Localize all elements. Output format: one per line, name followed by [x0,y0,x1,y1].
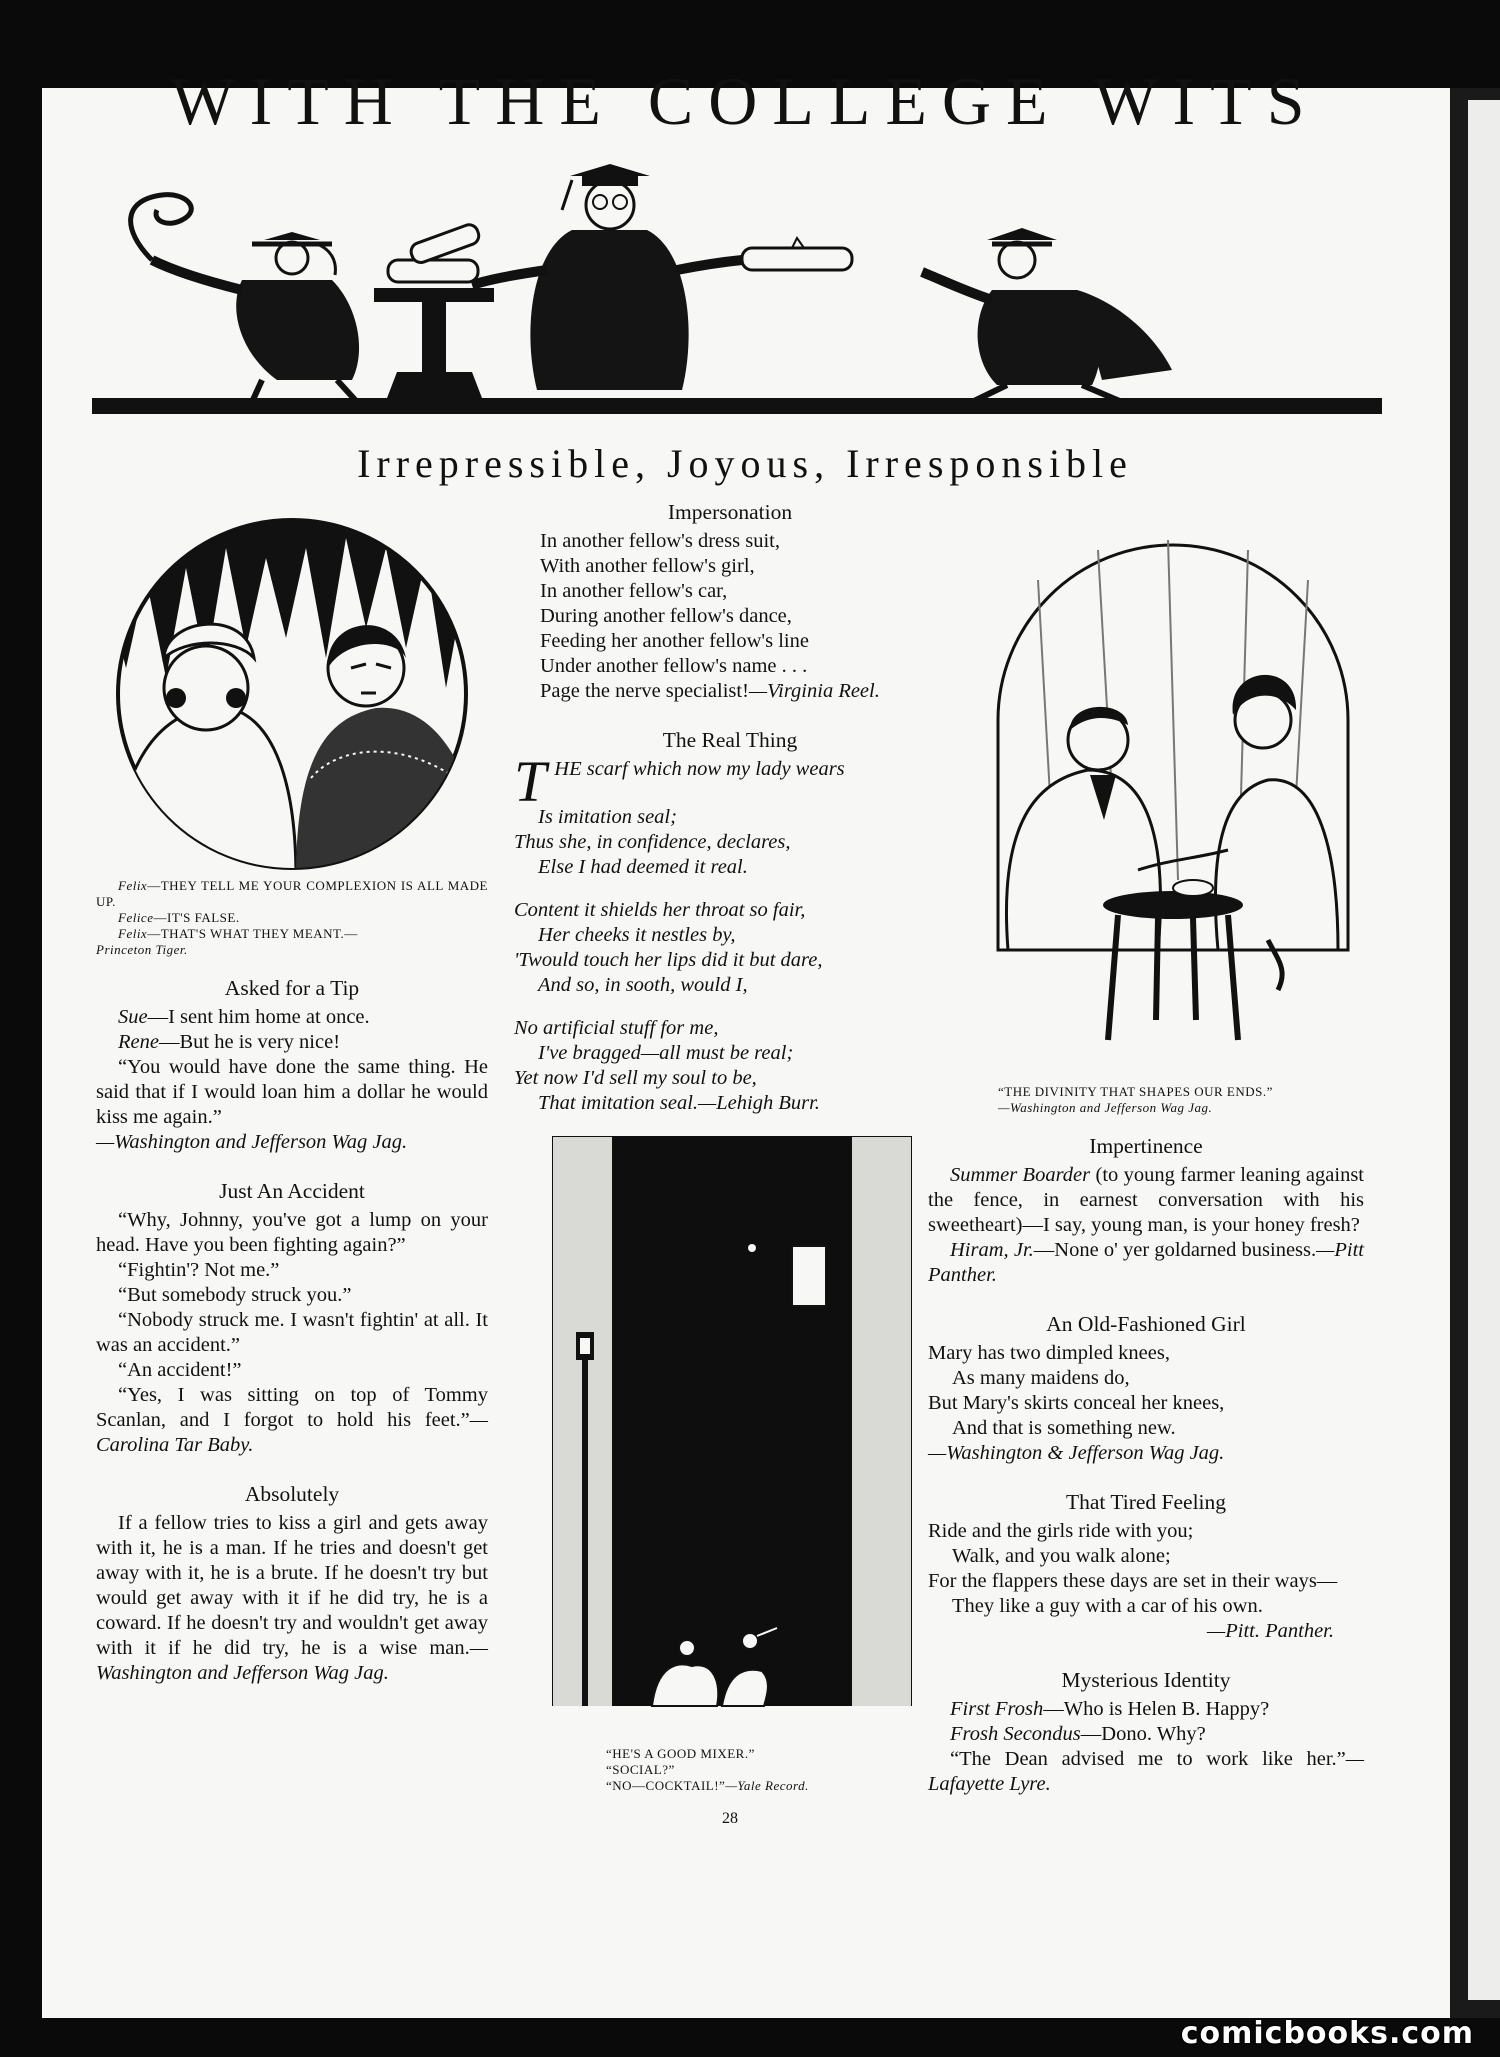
poem-line: Mary has two dimpled knees, [928,1342,1170,1364]
poem-line: Is imitation seal; [538,806,677,828]
source-credit: —Lafayette Lyre. [928,1748,1364,1795]
poem-line: Ride and the girls ride with you; [928,1520,1194,1542]
dialogue-line: “Nobody struck me. I wasn't fightin' at all. It was an accident.” [96,1309,488,1356]
speaker-felix: Felix [118,878,148,893]
speaker-frosh-secondus: Frosh Secondus [950,1723,1081,1745]
heading-asked-for-a-tip: Asked for a Tip [224,976,360,1000]
source-credit: —Pitt. Panther. [1207,1620,1334,1642]
cartoon1-caption [96,878,488,958]
cartoon-manicure-couple [978,520,1364,1080]
caption-line: —THAT'S WHAT THEY MEANT.— [147,926,358,941]
poem-line: Feeding her another fellow's line [540,630,809,652]
dialogue-line: “The Dean advised me to work like her.” [950,1748,1346,1770]
heading-that-tired-feeling: That Tired Feeling [1065,1490,1227,1514]
source-credit: —Washington and Jefferson Wag Jag. [96,1131,408,1153]
caption-line: “HE'S A GOOD MIXER.” [606,1746,755,1761]
dialogue-line: “An accident!” [118,1359,242,1381]
dialogue-line: (to young farmer leaning against the fence, in earnest conversation with his sweetheart)—I say, young man, is your honey fresh? [928,1164,1364,1236]
graduation-banner-illustration [92,140,1382,430]
page-number: 28 [722,1810,738,1827]
cartoon-doorway-dancers [552,1136,950,1736]
heading-just-an-accident: Just An Accident [219,1179,365,1203]
poem-line: And that is something new. [952,1417,1176,1439]
dialogue-line: —I sent him home at once. [147,1006,370,1028]
poem-line: Else I had deemed it real. [538,856,748,878]
poem-line: No artificial stuff for me, [514,1017,719,1039]
speaker-rene: Rene [118,1031,159,1053]
source-credit: —Washington & Jefferson Wag Jag. [928,1442,1225,1464]
next-page-strip [1468,100,1500,2000]
poem-line: 'Twould touch her lips did it but dare, [514,949,823,971]
dialogue-line: —Dono. Why? [1080,1723,1206,1745]
heading-impertinence: Impertinence [1089,1134,1203,1158]
poem-line: Page the nerve specialist! [540,680,749,702]
dialogue-line: —Who is Helen B. Happy? [1043,1698,1270,1720]
column-right [928,520,1364,1797]
column-left [96,518,488,1686]
poem-line: But Mary's skirts conceal her knees, [928,1392,1225,1414]
caption-line: “NO—COCKTAIL!” [606,1778,726,1793]
heading-impersonation: Impersonation [667,500,793,524]
poem-line: That imitation seal. [538,1092,699,1114]
source-credit: —Carolina Tar Baby. [96,1409,488,1456]
heading-old-fashioned-girl: An Old-Fashioned Girl [1046,1312,1246,1336]
source-credit: —Lehigh Burr. [698,1092,820,1114]
poem-line: Under another fellow's name . . . [540,655,808,677]
speaker-summer-boarder: Summer Boarder [950,1164,1091,1186]
caption-source: —Washington and Jefferson Wag Jag. [998,1100,1213,1115]
heading-absolutely: Absolutely [244,1482,340,1506]
speaker-felix: Felix [118,926,148,941]
dean-figure [472,164,852,390]
source-credit: —Washington and Jefferson Wag Jag. [96,1637,488,1684]
article-body: If a fellow tries to kiss a girl and gets away with it, he is a man. If he tries and doesn't get away with it, he is a brute. If he doesn't try but would get away with it if he did try, he is a coward. If he doesn't try and wouldn't get away with it if he did try, he is a wise man. [96,1512,488,1659]
caption-line: “SOCIAL?” [606,1762,675,1777]
student-right-figure [922,228,1172,402]
dialogue-line: —But he is very nice! [158,1031,341,1053]
diploma-table [374,222,494,398]
speaker-felice: Felice [118,910,154,925]
poem-line: I've bragged—all must be real; [538,1042,794,1064]
speaker-sue: Sue [118,1006,148,1028]
caption-source: Princeton Tiger. [96,942,188,957]
cartoon2-caption [928,1084,1364,1116]
caption-line: —THEY TELL ME YOUR COMPLEXION IS ALL MADE UP. [96,878,488,909]
source-credit: —Pitt Panther. [928,1239,1364,1286]
poem-line: Walk, and you walk alone; [952,1545,1171,1567]
caption-line: “THE DIVINITY THAT SHAPES OUR ENDS.” [998,1084,1273,1099]
page-subtitle: Irrepressible, Joyous, Irresponsible [357,441,1133,486]
cartoon3-caption [510,1746,950,1794]
caption-source: —Yale Record. [725,1778,809,1793]
poem-line: In another fellow's car, [540,580,728,602]
dialogue-line: “Yes, I was sitting on top of Tommy Scanlan, and I forgot to hold his feet.” [96,1384,488,1431]
speaker-first-frosh: First Frosh [950,1698,1044,1720]
dialogue-line: “But somebody struck you.” [118,1284,352,1306]
speaker-hiram: Hiram, Jr. [950,1239,1034,1261]
poem-line: Yet now I'd sell my soul to be, [514,1067,757,1089]
column-center [510,500,950,1831]
poem-line: In another fellow's dress suit, [540,530,780,552]
source-credit: —Virginia Reel. [748,680,880,702]
poem-line: For the flappers these days are set in their ways— [928,1570,1338,1592]
dialogue-line: —None o' yer goldarned business. [1033,1239,1317,1261]
poem-line: As many maidens do, [952,1367,1130,1389]
poem-line: Thus she, in confidence, declares, [514,831,791,853]
drop-cap: T [514,749,547,814]
poem-line: During another fellow's dance, [540,605,792,627]
student-left-figure [131,195,359,402]
caption-line: —IT'S FALSE. [153,910,240,925]
heading-the-real-thing: The Real Thing [662,728,798,752]
poem-line: They like a guy with a car of his own. [952,1595,1263,1617]
page-title: WITH THE COLLEGE WITS [170,63,1320,139]
dialogue-line: “Why, Johnny, you've got a lump on your head. Have you been fighting again?” [96,1209,488,1256]
poem-line: With another fellow's girl, [540,555,755,577]
heading-mysterious-identity: Mysterious Identity [1061,1668,1231,1692]
poem-line: Her cheeks it nestles by, [538,924,736,946]
watermark: comicbooks.com [1180,2016,1474,2051]
dialogue-line: “Fightin'? Not me.” [118,1259,280,1281]
poem-line: And so, in sooth, would I, [538,974,748,996]
dialogue-line: “You would have done the same thing. He said that if I would loan him a dollar he would kiss me again.” [96,1056,488,1128]
poem-line: HE scarf which now my lady wears [554,758,845,780]
poem-line: Content it shields her throat so fair, [514,899,806,921]
